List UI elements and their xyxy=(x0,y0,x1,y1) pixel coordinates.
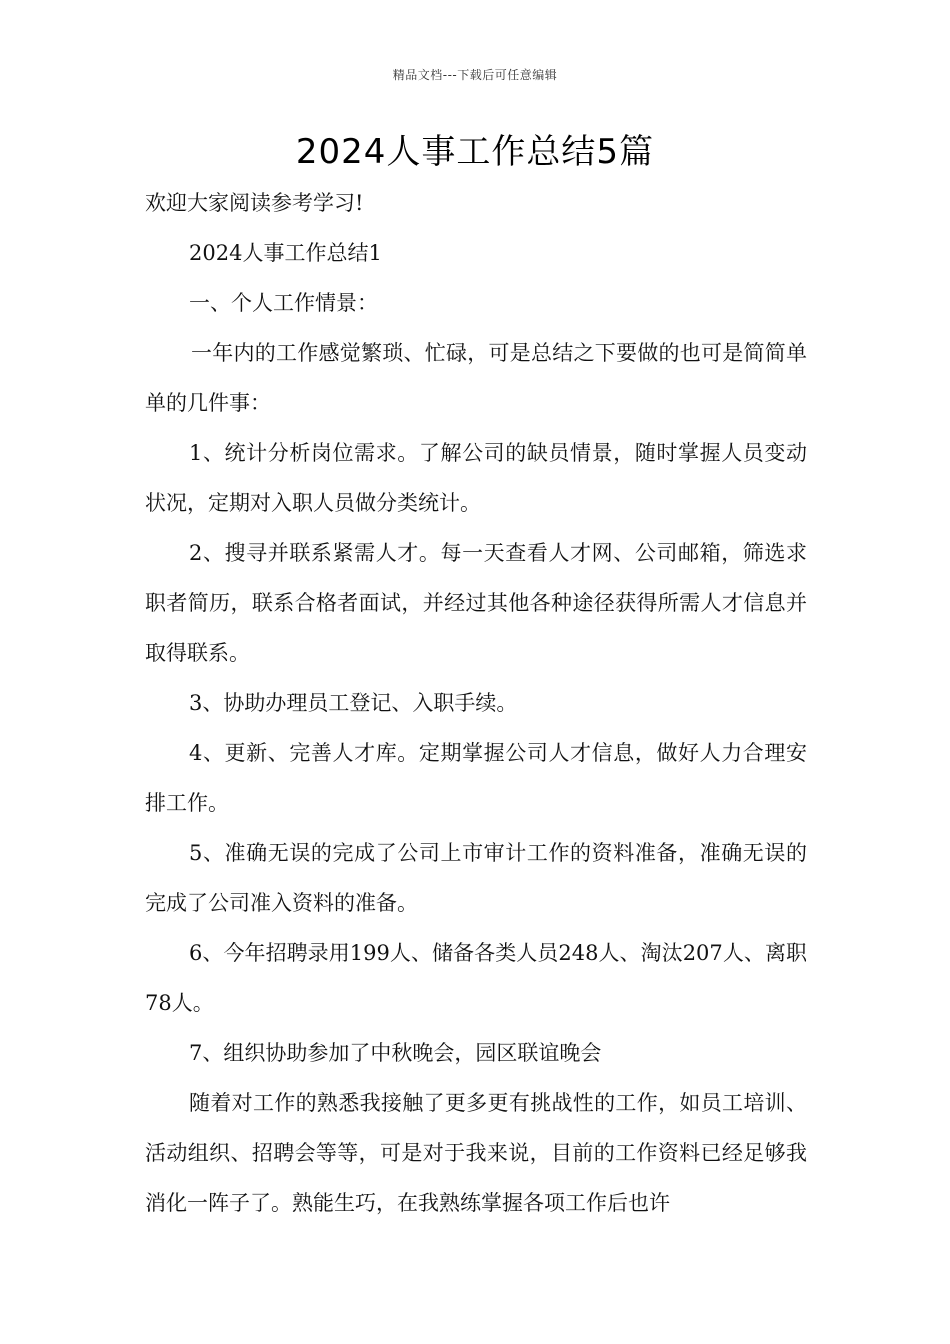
document-title: 2024人事工作总结5篇 xyxy=(295,132,655,172)
header-note: 精品文档---下载后可任意编辑 xyxy=(392,68,558,82)
intro-paragraph: 欢迎大家阅读参考学习! xyxy=(145,191,364,215)
list-item: 2、搜寻并联系紧需人才。每一天查看人才网、公司邮箱，筛选求职者简历，联系合格者面试，并经过其他各种途径获得所需人才信息并取得联系。 xyxy=(145,541,807,665)
list-item: 6、今年招聘录用199人、储备各类人员248人、淘汰207人、离职78人。 xyxy=(145,941,807,1015)
list-item: 3、协助办理员工登记、入职手续。 xyxy=(189,691,518,715)
list-item: 5、准确无误的完成了公司上市审计工作的资料准备，准确无误的完成了公司准入资料的准备。 xyxy=(145,841,807,915)
list-item: 4、更新、完善人才库。定期掌握公司人才信息，做好人力合理安排工作。 xyxy=(145,741,807,815)
body-paragraph: 一年内的工作感觉繁琐、忙碌，可是总结之下要做的也可是简简单单的几件事： xyxy=(145,341,807,415)
section-heading: 2024人事工作总结1 xyxy=(189,241,382,265)
body-paragraph: 随着对工作的熟悉我接触了更多更有挑战性的工作，如员工培训、活动组织、招聘会等等，可是对于我来说，目前的工作资料已经足够我消化一阵子了。熟能生巧，在我熟练掌握各项工作后也许 xyxy=(145,1091,807,1215)
subsection-heading: 一、个人工作情景： xyxy=(189,291,378,315)
list-item: 7、组织协助参加了中秋晚会，园区联谊晚会 xyxy=(189,1041,602,1065)
document-body xyxy=(145,178,807,1228)
list-item: 1、统计分析岗位需求。了解公司的缺员情景，随时掌握人员变动状况，定期对入职人员做分类统计。 xyxy=(145,441,807,515)
